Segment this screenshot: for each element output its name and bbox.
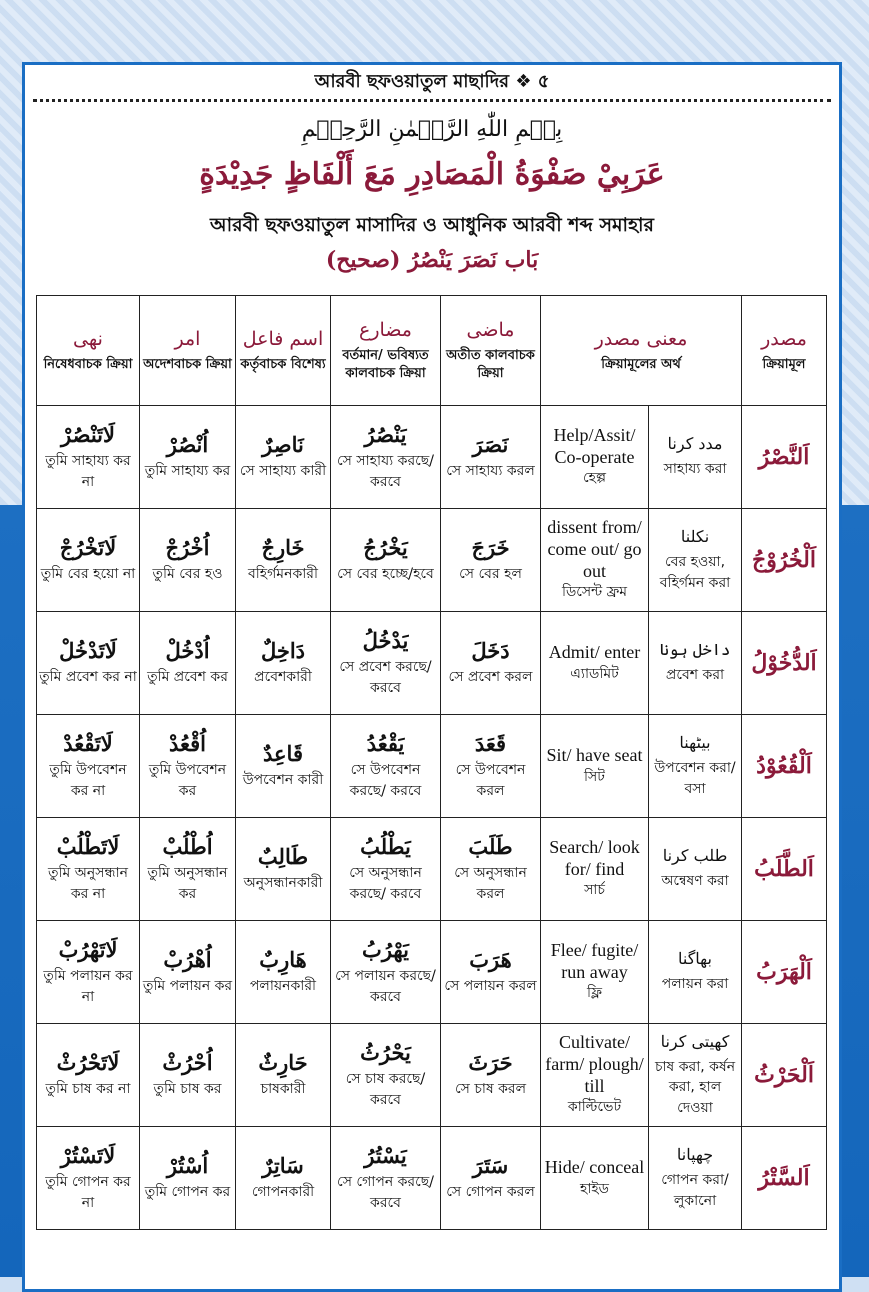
col-header-ism-fail: اسم فاعل কর্তৃবাচক বিশেষ্য (236, 296, 331, 406)
cell-masdar-masdar: اَلدُّخُوْلُ (751, 650, 817, 676)
cell-meaning-en-meaning-en: Help/Assit/ Co-operate (553, 425, 636, 467)
verb-table (36, 295, 827, 1230)
running-header: আরবী ছফওয়াতুল মাছাদির ❖ ৫ (314, 71, 550, 92)
bengali-title: আরবী ছফওয়াতুল মাসাদির ও আধুনিক আরবী শব্দ সমাহার (209, 214, 655, 236)
cell-madi (441, 1127, 541, 1230)
cell-mudari (331, 612, 441, 715)
cell-ism-fail (236, 406, 331, 509)
cell-masdar (742, 818, 827, 921)
cell-madi (441, 818, 541, 921)
cell-masdar-masdar: اَلْقُعُوْدُ (756, 753, 812, 779)
cell-meaning-bn-meaning-ur: مدد کرنا (667, 434, 723, 454)
cell-madi-madi-ar: طَلَبَ (468, 834, 513, 860)
cell-nahi-nahi-ar: لَاتَنْصُرْ (61, 422, 115, 448)
cell-amr (140, 715, 236, 818)
cell-amr-amr-ar: اُنْصُرْ (166, 432, 209, 458)
cell-madi-madi-ar: نَصَرَ (472, 432, 509, 458)
cell-nahi-nahi-bn: তুমি পলায়ন কর না (43, 968, 133, 1005)
cell-mudari-mudari-ar: يَخْرُجُ (363, 535, 408, 561)
cell-ism-fail-fail-ar: هَارِبٌ (259, 947, 307, 973)
cell-nahi-nahi-bn: তুমি চাষ কর না (45, 1081, 131, 1098)
cell-madi-madi-ar: دَخَلَ (471, 638, 510, 664)
cell-amr-amr-ar: اُهْرُبْ (163, 947, 212, 973)
cell-mudari-mudari-ar: يَسْتُرُ (364, 1143, 407, 1169)
table-row (37, 921, 827, 1024)
cell-meaning-bn-meaning-bn: গোপন করা/ লুকানো (661, 1172, 729, 1209)
cell-masdar-masdar: اَلسَّتْرُ (758, 1165, 810, 1191)
cell-nahi-nahi-ar: لَاتَخْرُجْ (59, 535, 117, 561)
cell-masdar (742, 1024, 827, 1127)
cell-amr-amr-bn: তুমি চাষ কর (153, 1081, 222, 1098)
cell-meaning-en (541, 1127, 649, 1230)
table-header-row (37, 296, 827, 406)
cell-ism-fail-fail-ar: قَاعِدٌ (263, 741, 303, 767)
cell-meaning-bn-meaning-ur: بھاگنا (677, 949, 713, 969)
cell-amr-amr-bn: তুমি পলায়ন কর (142, 978, 233, 995)
cell-mudari-mudari-bn: সে গোপন করছে/ করবে (337, 1174, 434, 1211)
cell-madi-madi-bn: সে পলায়ন করল (444, 978, 537, 995)
cell-madi-madi-bn: সে অনুসন্ধান করল (454, 865, 527, 902)
cell-nahi (37, 921, 140, 1024)
cell-mudari-mudari-bn: সে সাহায্য করছে/ করবে (337, 453, 434, 490)
cell-mudari (331, 509, 441, 612)
cell-ism-fail-fail-bn: প্রবেশকারী (254, 669, 312, 686)
cell-meaning-en-meaning-en: Admit/ enter (548, 642, 641, 663)
cell-masdar-masdar: اَلْخُرُوْجُ (752, 547, 816, 573)
cell-ism-fail (236, 612, 331, 715)
cell-ism-fail (236, 1127, 331, 1230)
cell-meaning-en-meaning-en-bn: এ্যাডমিট (570, 665, 619, 682)
cell-madi (441, 509, 541, 612)
cell-meaning-en-meaning-en: Flee/ fugite/ run away (550, 940, 639, 982)
cell-meaning-en-meaning-en-bn: ফ্লি (586, 985, 603, 1002)
cell-mudari-mudari-ar: يَهْرُبُ (362, 937, 409, 963)
cell-ism-fail-fail-bn: উপবেশন কারী (242, 772, 324, 789)
cell-madi-madi-ar: خَرَجَ (471, 535, 510, 561)
cell-ism-fail-fail-bn: বহির্গমনকারী (247, 566, 319, 583)
cell-mudari-mudari-bn: সে চাষ করছে/ করবে (345, 1071, 426, 1108)
cell-nahi-nahi-bn: তুমি উপবেশন কর না (49, 762, 127, 799)
cell-masdar-masdar: اَلْحَرْثُ (754, 1062, 814, 1088)
cell-madi-madi-ar: حَرَثَ (468, 1050, 513, 1076)
cell-meaning-bn-meaning-ur: بیٹھنا (679, 733, 711, 753)
col-header-nahi: نهى নিষেধবাচক ক্রিয়া (37, 296, 140, 406)
cell-nahi (37, 715, 140, 818)
cell-meaning-en-meaning-en-bn: কাল্টিভেট (567, 1099, 622, 1116)
cell-ism-fail-fail-ar: سَاتِرٌ (262, 1153, 304, 1179)
cell-meaning-bn-meaning-bn: সাহায্য করা (663, 461, 727, 478)
cell-amr-amr-bn: তুমি সাহায্য কর (144, 463, 231, 480)
cell-nahi (37, 1024, 140, 1127)
cell-masdar (742, 921, 827, 1024)
cell-nahi-nahi-ar: لَاتَدْخُلْ (59, 638, 117, 664)
cell-mudari (331, 818, 441, 921)
cell-amr (140, 1127, 236, 1230)
cell-ism-fail (236, 921, 331, 1024)
cell-amr (140, 612, 236, 715)
cell-amr (140, 1024, 236, 1127)
cell-madi-madi-bn: সে উপবেশন করল (455, 762, 526, 799)
cell-madi-madi-bn: সে চাষ করল (454, 1081, 527, 1098)
cell-madi-madi-ar: قَعَدَ (474, 731, 507, 757)
table-row (37, 612, 827, 715)
cell-meaning-bn-meaning-bn: বের হওয়া, বহির্গমন করা (659, 554, 731, 591)
cell-ism-fail (236, 715, 331, 818)
cell-meaning-bn-meaning-bn: প্রবেশ করা (665, 667, 725, 684)
cell-meaning-bn (649, 509, 742, 612)
cell-meaning-en-meaning-en-bn: সার্চ (584, 882, 605, 899)
cell-meaning-en (541, 406, 649, 509)
col-header-meaning: معنى مصدر ক্রিয়ামূলের অর্থ (541, 296, 742, 406)
cell-meaning-en (541, 1024, 649, 1127)
cell-amr-amr-ar: اُدْخُلْ (165, 638, 210, 664)
cell-ism-fail-fail-bn: পলায়নকারী (249, 978, 317, 995)
cell-meaning-en-meaning-en: dissent from/ come out/ go out (547, 517, 642, 581)
cell-nahi-nahi-bn: তুমি অনুসন্ধান কর না (48, 865, 128, 902)
cell-madi (441, 715, 541, 818)
cell-madi-madi-bn: সে সাহায্য করল (446, 463, 535, 480)
cell-nahi (37, 612, 140, 715)
cell-madi (441, 406, 541, 509)
cell-mudari (331, 715, 441, 818)
cell-amr-amr-bn: তুমি প্রবেশ কর (147, 669, 228, 686)
cell-nahi (37, 509, 140, 612)
cell-mudari-mudari-ar: يَدْخُلُ (362, 628, 409, 654)
cell-amr-amr-ar: اُحْرُثْ (162, 1050, 213, 1076)
cell-ism-fail-fail-ar: دَاخِلٌ (260, 638, 306, 664)
cell-nahi-nahi-bn: তুমি গোপন কর না (45, 1174, 131, 1211)
table-row (37, 1127, 827, 1230)
cell-masdar (742, 406, 827, 509)
cell-amr (140, 406, 236, 509)
book-page (22, 62, 842, 1292)
cell-ism-fail (236, 1024, 331, 1127)
cell-meaning-bn (649, 715, 742, 818)
cell-meaning-bn (649, 1024, 742, 1127)
cell-madi-madi-bn: সে বের হল (459, 566, 522, 583)
cell-madi (441, 612, 541, 715)
cell-meaning-bn-meaning-bn: চাষ করা, কর্ষন করা, হাল দেওয়া (654, 1059, 736, 1116)
col-header-masdar: مصدر ক্রিয়ামূল (742, 296, 827, 406)
cell-masdar-masdar: اَلنَّصْرُ (758, 444, 810, 470)
cell-amr-amr-ar: اُخْرُجْ (165, 535, 210, 561)
cell-mudari (331, 1127, 441, 1230)
cell-mudari (331, 921, 441, 1024)
cell-ism-fail-fail-bn: সে সাহায্য কারী (239, 463, 327, 480)
cell-meaning-en (541, 818, 649, 921)
cell-mudari (331, 1024, 441, 1127)
arabic-title: عَرَبِيْ صَفْوَةُ الْمَصَادِرِ مَعَ أَلْفَاظٍ جَدِيْدَةٍ (199, 157, 665, 192)
col-header-madi: ماضى অতীত কালবাচক ক্রিয়া (441, 296, 541, 406)
cell-mudari-mudari-ar: يَحْرُثُ (360, 1040, 411, 1066)
cell-meaning-en-meaning-en: Search/ look for/ find (549, 837, 640, 879)
cell-mudari-mudari-ar: يَقْعُدُ (366, 731, 405, 757)
cell-meaning-bn-meaning-ur: طلب کرنا (662, 846, 728, 866)
cell-masdar-masdar: اَلطَّلَبُ (754, 856, 814, 882)
cell-amr-amr-ar: اُطْلُبْ (162, 834, 213, 860)
cell-masdar (742, 509, 827, 612)
cell-mudari-mudari-ar: يَطْلُبُ (360, 834, 411, 860)
cell-ism-fail (236, 818, 331, 921)
cell-ism-fail-fail-ar: طَالِبٌ (257, 844, 309, 870)
bab-heading: بَاب نَصَرَ يَنْصُرُ (صحيح) (325, 247, 539, 273)
cell-nahi-nahi-ar: لَاتَطْلُبْ (56, 834, 120, 860)
cell-meaning-bn (649, 1127, 742, 1230)
cell-nahi-nahi-bn: তুমি বের হয়ো না (40, 566, 136, 583)
cell-ism-fail-fail-ar: خَارِجٌ (261, 535, 305, 561)
cell-ism-fail-fail-ar: حَارِثٌ (258, 1050, 308, 1076)
table-row (37, 715, 827, 818)
cell-meaning-bn-meaning-ur: داخل ہونا (659, 640, 731, 660)
header-divider (33, 99, 831, 102)
cell-amr (140, 921, 236, 1024)
cell-amr-amr-bn: তুমি বের হও (152, 566, 223, 583)
cell-meaning-en-meaning-en-bn: ডিসেন্ট ফ্রম (561, 584, 628, 601)
cell-meaning-bn (649, 921, 742, 1024)
cell-nahi-nahi-ar: لَاتَسْتُرْ (60, 1143, 116, 1169)
cell-nahi (37, 1127, 140, 1230)
cell-meaning-en-meaning-en: Cultivate/ farm/ plough/ till (545, 1032, 644, 1096)
cell-ism-fail-fail-bn: গোপনকারী (251, 1184, 315, 1201)
cell-amr (140, 509, 236, 612)
cell-nahi (37, 406, 140, 509)
cell-madi-madi-bn: সে গোপন করল (446, 1184, 535, 1201)
cell-masdar (742, 612, 827, 715)
cell-nahi-nahi-ar: لَاتَهْرُبْ (58, 937, 118, 963)
cell-madi (441, 921, 541, 1024)
cell-meaning-bn (649, 818, 742, 921)
cell-nahi-nahi-bn: তুমি প্রবেশ কর না (39, 669, 137, 686)
table-row (37, 818, 827, 921)
cell-meaning-bn-meaning-ur: نکلنا (680, 527, 710, 547)
cell-meaning-en (541, 715, 649, 818)
col-header-mudari: مضارع বর্তমান/ ভবিষ্যত কালবাচক ক্রিয়া (331, 296, 441, 406)
cell-amr-amr-bn: তুমি উপবেশন কর (148, 762, 227, 799)
cell-meaning-bn (649, 612, 742, 715)
cell-meaning-bn-meaning-ur: چھپانا (676, 1145, 714, 1165)
cell-meaning-bn (649, 406, 742, 509)
cell-amr-amr-ar: اُسْتُرْ (166, 1153, 209, 1179)
cell-ism-fail-fail-bn: অনুসন্ধানকারী (243, 875, 323, 892)
cell-ism-fail-fail-bn: চাষকারী (260, 1081, 306, 1098)
bismillah: بِسۡمِ اللّٰهِ الرَّحۡمٰنِ الرَّحِيۡمِ (301, 117, 563, 142)
cell-meaning-en (541, 612, 649, 715)
cell-ism-fail (236, 509, 331, 612)
cell-masdar-masdar: اَلْهَرَبُ (756, 959, 812, 985)
cell-meaning-bn-meaning-ur: کھیتی کرنا (660, 1032, 730, 1052)
cell-nahi-nahi-bn: তুমি সাহায্য কর না (45, 453, 131, 490)
cell-mudari-mudari-bn: সে অনুসন্ধান করছে/ করবে (349, 865, 422, 902)
cell-meaning-en (541, 921, 649, 1024)
cell-madi-madi-ar: سَتَرَ (472, 1153, 509, 1179)
cell-meaning-en-meaning-en: Hide/ conceal (544, 1157, 645, 1178)
cell-mudari-mudari-bn: সে বের হচ্ছে/হবে (337, 566, 434, 583)
cell-mudari-mudari-bn: সে পলায়ন করছে/ করবে (335, 968, 436, 1005)
cell-amr-amr-ar: اُقْعُدْ (168, 731, 207, 757)
cell-mudari-mudari-bn: সে উপবেশন করছে/ করবে (349, 762, 422, 799)
cell-madi-madi-bn: সে প্রবেশ করল (448, 669, 533, 686)
cell-meaning-en (541, 509, 649, 612)
cell-amr-amr-bn: তুমি গোপন কর (144, 1184, 231, 1201)
cell-meaning-en-meaning-en-bn: হেল্প (582, 470, 607, 487)
cell-meaning-bn-meaning-bn: অন্বেষণ করা (661, 873, 729, 890)
cell-meaning-bn-meaning-bn: উপবেশন করা/ বসা (654, 760, 736, 797)
cell-meaning-en-meaning-en: Sit/ have seat (546, 745, 643, 766)
table-row (37, 406, 827, 509)
cell-nahi-nahi-ar: لَاتَقْعُدْ (63, 731, 113, 757)
cell-meaning-en-meaning-en-bn: হাইড (579, 1180, 609, 1197)
cell-mudari-mudari-bn: সে প্রবেশ করছে/ করবে (339, 659, 432, 696)
cell-nahi (37, 818, 140, 921)
cell-mudari-mudari-ar: يَنْصُرُ (364, 422, 407, 448)
table-row (37, 1024, 827, 1127)
cell-meaning-bn-meaning-bn: পলায়ন করা (661, 976, 729, 993)
cell-amr-amr-bn: তুমি অনুসন্ধান কর (147, 865, 228, 902)
cell-mudari (331, 406, 441, 509)
cell-madi (441, 1024, 541, 1127)
cell-madi-madi-ar: هَرَبَ (469, 947, 512, 973)
cell-masdar (742, 715, 827, 818)
cell-meaning-en-meaning-en-bn: সিট (584, 768, 605, 785)
cell-masdar (742, 1127, 827, 1230)
cell-nahi-nahi-ar: لَاتَحْرُثْ (56, 1050, 120, 1076)
table-row (37, 509, 827, 612)
cell-amr (140, 818, 236, 921)
col-header-amr: امر অদেশবাচক ক্রিয়া (140, 296, 236, 406)
cell-ism-fail-fail-ar: نَاصِرٌ (262, 432, 304, 458)
